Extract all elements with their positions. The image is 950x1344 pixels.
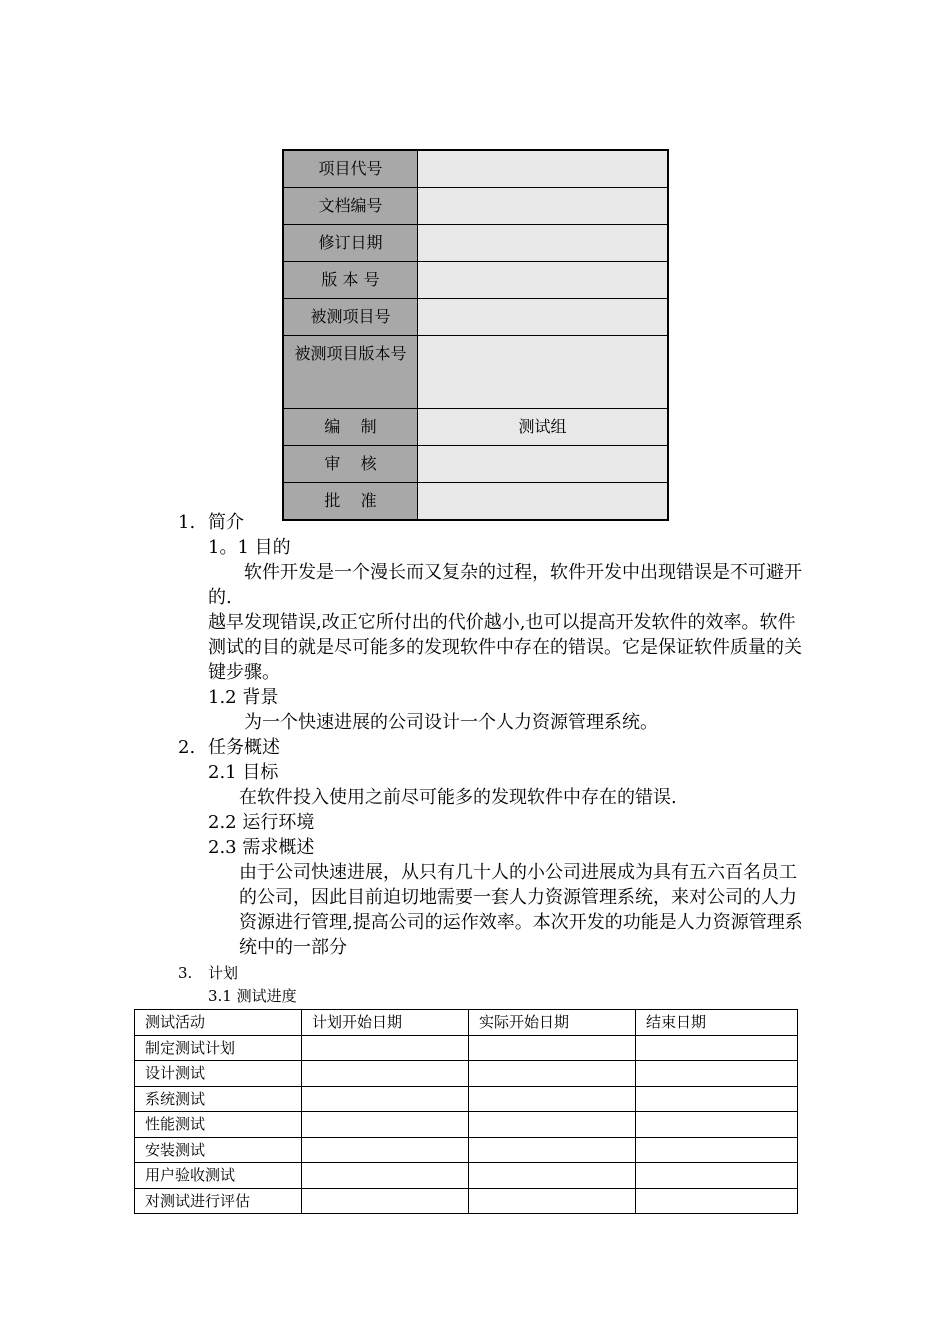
planned-start-cell	[302, 1137, 469, 1163]
actual-start-cell	[469, 1086, 636, 1112]
approver-label: 批 准	[283, 483, 418, 521]
actual-start-cell	[469, 1188, 636, 1214]
activity-cell: 对测试进行评估	[135, 1188, 302, 1214]
section-2-1-paragraph: 在软件投入使用之前尽可能多的发现软件中存在的错误.	[239, 787, 677, 808]
activity-cell: 用户验收测试	[135, 1163, 302, 1189]
planned-start-cell	[302, 1086, 469, 1112]
planned-start-cell	[302, 1112, 469, 1138]
activity-cell: 系统测试	[135, 1086, 302, 1112]
planned-start-cell	[302, 1188, 469, 1214]
table-row	[135, 1137, 798, 1163]
section-1-2-paragraph: 为一个快速进展的公司设计一个人力资源管理系统。	[244, 712, 658, 733]
section-2-3-paragraph: 由于公司快速进展，从只有几十人的小公司进展成为具有五六百名员工的公司，因此目前迫切地需要一套人力资源管理系统，来对公司的人力资源进行管理,提高公司的运作效率。本次开发的功能是人力资源管理系统中的一部分	[239, 862, 803, 958]
section-1-1-body	[208, 560, 808, 685]
section-2-3-body	[239, 860, 809, 960]
section-2-heading: 任务概述	[208, 737, 280, 758]
planned-start-cell	[302, 1163, 469, 1189]
version-value	[418, 262, 669, 299]
test-schedule-table	[134, 1009, 798, 1214]
info-row-reviewer	[283, 446, 668, 483]
tested-project-version-label: 被测项目版本号	[283, 336, 418, 409]
document-info-table	[282, 149, 669, 521]
planned-start-cell	[302, 1035, 469, 1061]
info-row-project-code	[283, 150, 668, 188]
info-row-version	[283, 262, 668, 299]
table-row	[135, 1112, 798, 1138]
end-date-cell	[636, 1035, 798, 1061]
info-row-compiler	[283, 409, 668, 446]
activity-cell: 性能测试	[135, 1112, 302, 1138]
compiler-label: 编 制	[283, 409, 418, 446]
tested-project-version-value	[418, 336, 669, 409]
doc-number-label: 文档编号	[283, 188, 418, 225]
revision-date-value	[418, 225, 669, 262]
project-code-label: 项目代号	[283, 150, 418, 188]
info-row-approver	[283, 483, 668, 521]
approver-value	[418, 483, 669, 521]
revision-date-label: 修订日期	[283, 225, 418, 262]
table-row	[135, 1035, 798, 1061]
section-1-number: 1.	[178, 512, 196, 533]
info-row-doc-number	[283, 188, 668, 225]
tested-project-code-value	[418, 299, 669, 336]
section-2-3-heading: 2.3 需求概述	[208, 837, 315, 858]
section-1-2-heading: 1.2 背景	[208, 687, 279, 708]
actual-start-cell	[469, 1112, 636, 1138]
reviewer-value	[418, 446, 669, 483]
tested-project-code-label: 被测项目号	[283, 299, 418, 336]
table-row	[135, 1061, 798, 1087]
info-row-revision-date	[283, 225, 668, 262]
actual-start-cell	[469, 1163, 636, 1189]
end-date-cell	[636, 1086, 798, 1112]
section-1-1-heading: 1。1 目的	[208, 537, 291, 558]
reviewer-label: 审 核	[283, 446, 418, 483]
section-2-number: 2.	[178, 737, 196, 758]
actual-start-cell	[469, 1137, 636, 1163]
section-1-heading: 简介	[208, 512, 244, 533]
activity-cell: 安装测试	[135, 1137, 302, 1163]
end-date-cell	[636, 1137, 798, 1163]
activity-cell: 制定测试计划	[135, 1035, 302, 1061]
section-3-number: 3.	[178, 964, 193, 982]
info-row-tested-project-version	[283, 336, 668, 409]
header-actual-start: 实际开始日期	[469, 1010, 636, 1036]
end-date-cell	[636, 1188, 798, 1214]
section-3-1-heading: 3.1 测试进度	[208, 987, 297, 1005]
table-row	[135, 1163, 798, 1189]
version-label: 版 本 号	[283, 262, 418, 299]
section-2-1-heading: 2.1 目标	[208, 762, 279, 783]
section-1-1-paragraph-1: 软件开发是一个漫长而又复杂的过程，软件开发中出现错误是不可避开的.	[208, 562, 802, 608]
section-1-1-paragraph-2: 越早发现错误,改正它所付出的代价越小,也可以提高开发软件的效率。软件测试的目的就是尽可能多的发现软件中存在的错误。它是保证软件质量的关键步骤。	[208, 612, 802, 683]
table-row	[135, 1188, 798, 1214]
table-header-row	[135, 1010, 798, 1036]
activity-cell: 设计测试	[135, 1061, 302, 1087]
header-end-date: 结束日期	[636, 1010, 798, 1036]
end-date-cell	[636, 1112, 798, 1138]
end-date-cell	[636, 1061, 798, 1087]
end-date-cell	[636, 1163, 798, 1189]
info-row-tested-project-code	[283, 299, 668, 336]
doc-number-value	[418, 188, 669, 225]
section-3-heading: 计划	[208, 964, 239, 982]
actual-start-cell	[469, 1035, 636, 1061]
header-planned-start: 计划开始日期	[302, 1010, 469, 1036]
table-row	[135, 1086, 798, 1112]
section-2-2-heading: 2.2 运行环境	[208, 812, 315, 833]
header-test-activity: 测试活动	[135, 1010, 302, 1036]
planned-start-cell	[302, 1061, 469, 1087]
actual-start-cell	[469, 1061, 636, 1087]
project-code-value	[418, 150, 669, 188]
compiler-value: 测试组	[418, 409, 669, 446]
